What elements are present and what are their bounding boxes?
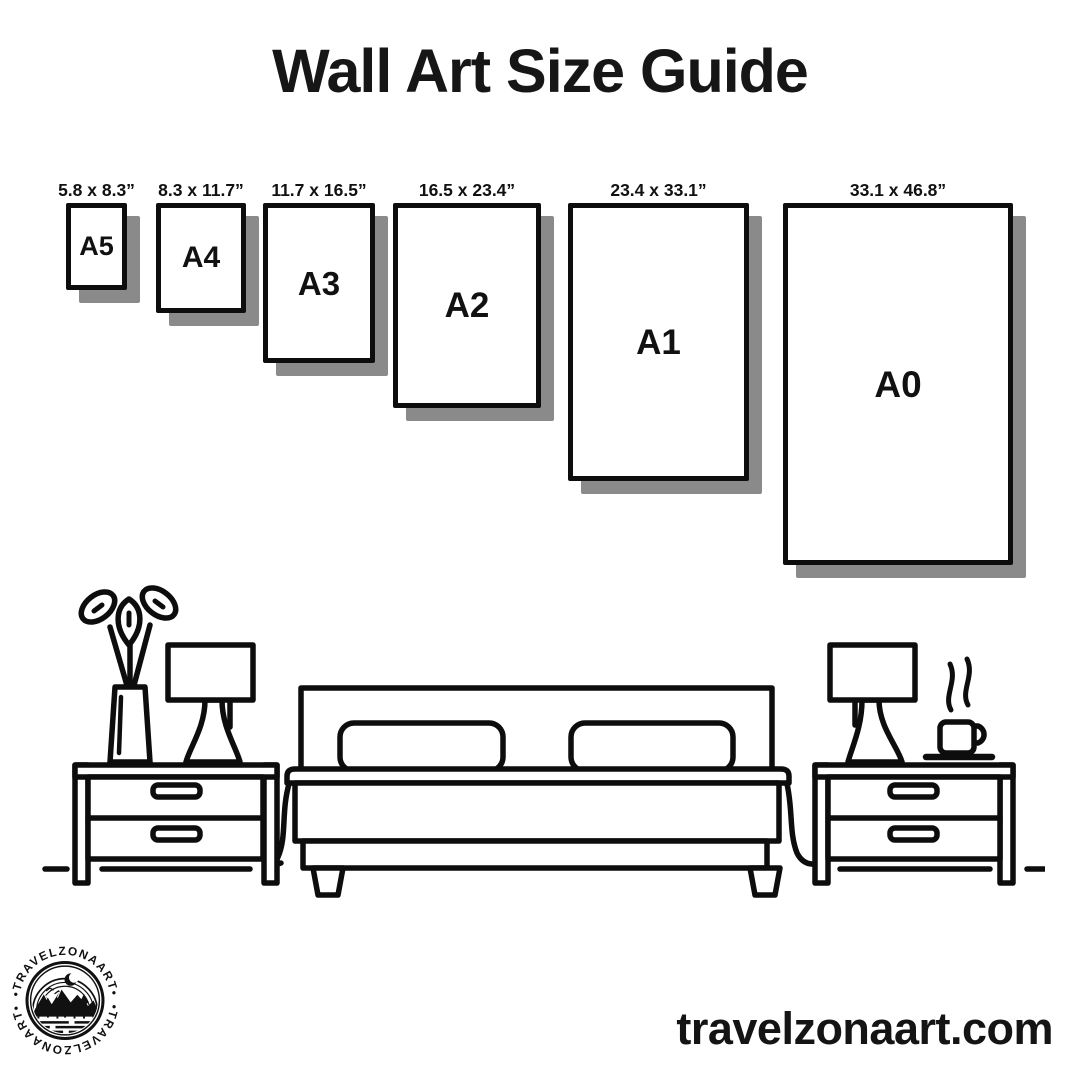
cup-body (940, 722, 974, 753)
drawer-handle (890, 828, 937, 840)
blanket-front (295, 783, 779, 841)
website-url: travelzonaart.com (676, 1003, 1053, 1054)
size-dimensions-label: 11.7 x 16.5” (271, 180, 367, 200)
brand-arc-text-bottom: •TRAVELZONAART• (8, 1003, 122, 1058)
drawer-handle (153, 828, 200, 840)
drawer-handle (153, 785, 200, 797)
brand-logo (8, 934, 122, 1067)
table-lamp-left (168, 645, 253, 762)
drawer-handle (890, 785, 937, 797)
steam-icon (949, 664, 953, 710)
paper-size-a1 (568, 180, 749, 481)
paper-size-a0 (783, 180, 1013, 565)
bedroom-illustration (40, 585, 1045, 900)
paper-size-a4 (156, 180, 246, 313)
nightstand-left (75, 765, 277, 883)
size-code-label: A4 (181, 241, 221, 274)
coffee-cup (926, 659, 992, 757)
lamp-shade (830, 645, 915, 700)
size-dimensions-label: 5.8 x 8.3” (58, 180, 135, 200)
vase (110, 687, 150, 762)
size-code-label: A3 (297, 264, 341, 302)
bed-leg-left (313, 868, 343, 895)
size-dimensions-label: 33.1 x 46.8” (849, 180, 947, 200)
size-code-label: A5 (79, 231, 114, 261)
moon-icon (65, 973, 80, 986)
size-code-label: A0 (874, 363, 922, 405)
size-dimensions-label: 16.5 x 23.4” (418, 180, 516, 200)
size-code-label: A2 (444, 286, 490, 325)
brand-arc-text-top: •TRAVELZONAART• (8, 943, 122, 998)
paper-size-a2 (393, 180, 541, 408)
table-lamp-right (830, 645, 915, 762)
steam-icon (966, 659, 970, 705)
pillow-right (571, 723, 733, 771)
size-dimensions-label: 23.4 x 33.1” (610, 180, 707, 200)
lamp-shade (168, 645, 253, 700)
pillow-left (340, 723, 503, 771)
nightstand-right (815, 765, 1013, 883)
size-dimensions-label: 8.3 x 11.7” (158, 180, 244, 200)
size-code-label: A1 (636, 322, 681, 362)
bed-base (303, 841, 767, 868)
bed (277, 688, 827, 895)
paper-size-a3 (263, 180, 375, 363)
page-title: Wall Art Size Guide (272, 37, 808, 105)
bed-leg-right (750, 868, 780, 895)
paper-size-a5 (58, 180, 135, 290)
